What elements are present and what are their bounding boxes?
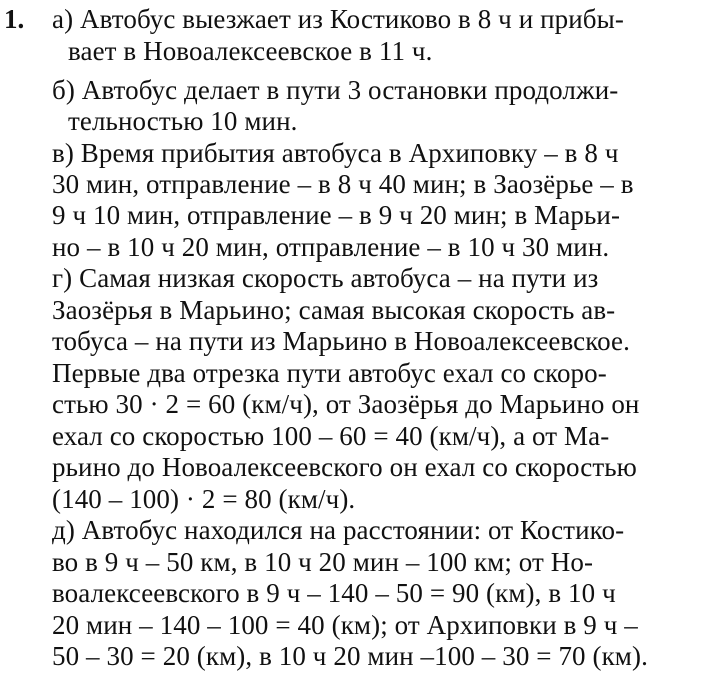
problem-number: 1. xyxy=(4,4,25,34)
text-line-16: (140 – 100) · 2 = 80 (км/ч). xyxy=(52,484,356,514)
text-line-3: б) Автобус делает в пути 3 остановки продолжи- xyxy=(52,75,619,105)
text-line-14: ехал со скоростью 100 – 60 = 40 (км/ч), а от Ма- xyxy=(52,421,610,451)
text-line-18: во в 9 ч – 50 км, в 10 ч 20 мин – 100 км; от Но- xyxy=(52,547,594,577)
text-line-19: воалексеевского в 9 ч – 140 – 50 = 90 (км), в 10 ч xyxy=(52,578,616,608)
text-line-17: д) Автобус находился на расстоянии: от Костико- xyxy=(52,515,625,545)
text-line-4: тельностью 10 мин. xyxy=(68,106,298,136)
text-line-5: в) Время прибытия автобуса в Архиповку – в 8 ч xyxy=(52,138,619,168)
text-line-7: 9 ч 10 мин, отправление – в 9 ч 20 мин; в Марьи- xyxy=(52,200,621,230)
text-line-13: стью 30 · 2 = 60 (км/ч), от Заозёрья до Марьино он xyxy=(52,389,640,419)
text-line-6: 30 мин, отправление – в 8 ч 40 мин; в Заозёрье – в xyxy=(52,169,634,199)
text-line-10: Заозёрья в Марьино; самая высокая скорость ав- xyxy=(52,295,616,325)
text-line-1: а) Автобус выезжает из Костиково в 8 ч и прибы- xyxy=(52,4,624,34)
text-line-11: тобуса – на пути из Марьино в Новоалексеевское. xyxy=(52,326,630,356)
text-line-15: рьино до Новоалексеевского он ехал со скоростью xyxy=(52,452,637,482)
text-line-20: 20 мин – 140 – 100 = 40 (км); от Архиповки в 9 ч – xyxy=(52,610,638,640)
text-line-2: вает в Новоалексеевское в 11 ч. xyxy=(68,36,433,66)
text-line-9: г) Самая низкая скорость автобуса – на пути из xyxy=(52,263,599,293)
text-line-21: 50 – 30 = 20 (км), в 10 ч 20 мин –100 – 30 = 70 (км). xyxy=(52,641,648,671)
text-line-8: но – в 10 ч 20 мин, отправление – в 10 ч 30 мин. xyxy=(52,232,610,262)
text-line-12: Первые два отрезка пути автобус ехал со скоро- xyxy=(52,358,607,388)
